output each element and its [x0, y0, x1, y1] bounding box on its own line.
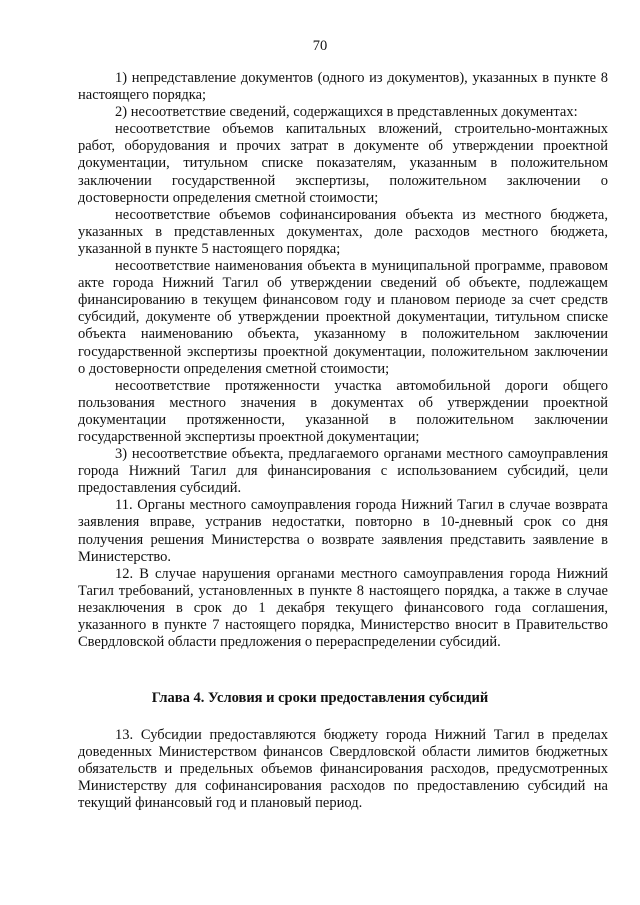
page-number: 70 [312, 38, 328, 54]
paragraph-5: несоответствие наименования объекта в муниципальной программе, правовом акте города Нижний Тагил об утверждении сведений об объекте, подлежащем финансированию в текущем финансовом году и плановом периоде за счет средств субсидий, документе об утверждении проектной документации, титульном списке объекта наименованию объекта, указанному в положительном заключении государственной экспертизы проектной документации, положительном заключении о достоверности определения сметной стоимости; [78, 258, 608, 377]
paragraph-1: 1) непредставление документов (одного из документов), указанных в пункте 8 настоящего порядка; [78, 70, 608, 104]
paragraph-3: несоответствие объемов капитальных вложений, строительно-монтажных работ, оборудования и прочих затрат в документе об утверждении проектной документации, титульном списке показателям, указанным в положительном заключении государственной экспертизы, положительном заключении о достоверности определения сметной стоимости; [78, 121, 608, 206]
document-body [78, 70, 608, 651]
paragraph-7: 3) несоответствие объекта, предлагаемого органами местного самоуправления города Нижний Тагил для финансирования с использованием субсидий, цели предоставления субсидий. [78, 446, 608, 497]
paragraph-4: несоответствие объемов софинансирования объекта из местного бюджета, указанных в представленных документах, доле расходов местного бюджета, указанной в пункте 5 настоящего порядка; [78, 206, 608, 257]
paragraph-2: 2) несоответствие сведений, содержащихся в представленных документах: [115, 104, 578, 121]
document-body-chapter-4 [78, 727, 608, 812]
paragraph-8: 11. Органы местного самоуправления города Нижний Тагил в случае возврата заявления вправе, устранив недостатки, повторно в 10-дневный срок со дня получения решения Министерства о возврате заявления представить заявление в Министерство. [78, 497, 608, 565]
paragraph-9: 12. В случае нарушения органами местного самоуправления города Нижний Тагил требований, установленных в пункте 8 настоящего порядка, а также в случае незаключения в срок до 1 декабря текущего финансового года соглашения, указанного в пункте 7 настоящего порядка, Министерство вносит в Правительство Свердловской области предложения о перераспределении субсидий. [78, 565, 608, 651]
paragraph-6: несоответствие протяженности участка автомобильной дороги общего пользования местного значения в документах об утверждении проектной документации протяженности, указанной в положительном заключении государственной экспертизы проектной документации; [78, 377, 608, 445]
paragraph-10: 13. Субсидии предоставляются бюджету города Нижний Тагил в пределах доведенных Министерством финансов Свердловской области лимитов бюджетных обязательств и предельных объемов финансирования расходов, предусмотренных Министерству для софинансирования расходов по предоставлению субсидий на текущий финансовый год и плановый период. [78, 727, 608, 812]
chapter-title: Глава 4. Условия и сроки предоставления субсидий [151, 690, 489, 706]
